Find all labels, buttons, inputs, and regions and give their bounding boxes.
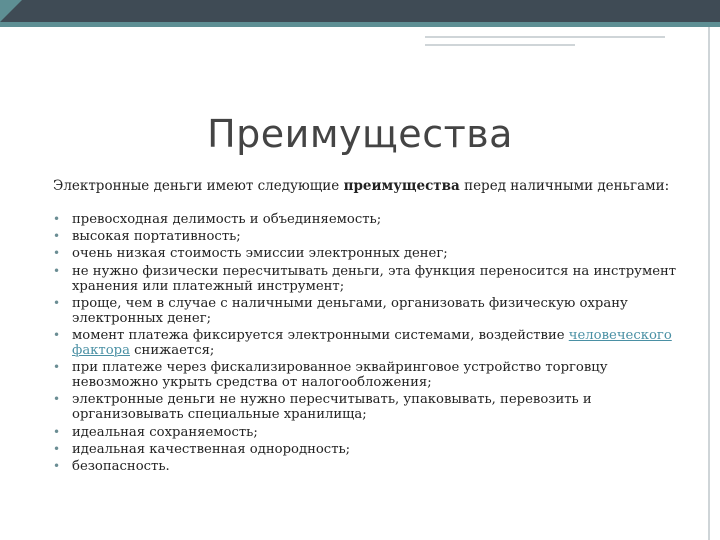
list-item bbox=[53, 425, 693, 440]
list-item bbox=[53, 246, 693, 261]
accent-strip bbox=[0, 22, 720, 27]
right-border-rule bbox=[708, 27, 710, 540]
intro-text bbox=[53, 178, 693, 194]
bullet-icon: • bbox=[53, 441, 61, 456]
bullet-icon: • bbox=[53, 295, 61, 310]
list-item-text: при платеже через фискализированное эквайринговое устройство торговцу невозможно укрыть средства от налогообложения; bbox=[72, 360, 608, 391]
list-item-text: момент платежа фиксируется электронными системами, воздействие bbox=[72, 327, 569, 343]
decorative-line-short bbox=[425, 44, 575, 46]
intro-text-start: Электронные деньги имеют следующие bbox=[53, 178, 344, 194]
list-item-text: превосходная делимость и объединяемость; bbox=[72, 212, 382, 227]
bullet-icon: • bbox=[53, 246, 61, 261]
list-item-text: идеальная сохраняемость; bbox=[72, 424, 258, 440]
bullet-icon: • bbox=[53, 392, 61, 407]
list-item-text: высокая портативность; bbox=[72, 229, 241, 245]
list-item bbox=[53, 459, 693, 474]
list-item-text: безопасность. bbox=[72, 458, 170, 474]
bullet-icon: • bbox=[53, 327, 61, 342]
list-item-with-link bbox=[53, 328, 693, 358]
bullet-icon: • bbox=[53, 212, 61, 226]
list-item-text-end: снижается; bbox=[129, 342, 215, 358]
list-item bbox=[53, 212, 693, 227]
bullet-icon: • bbox=[53, 424, 61, 439]
header-corner-decoration bbox=[0, 0, 22, 22]
list-item bbox=[53, 442, 693, 457]
header-band bbox=[0, 0, 720, 22]
list-item bbox=[53, 392, 693, 422]
list-item bbox=[53, 296, 693, 326]
list-item bbox=[53, 264, 693, 294]
list-item-text: не нужно физически пересчитывать деньги, эта функция переносится на инструмент хранения или платежный инструмент; bbox=[72, 263, 677, 294]
intro-text-end: перед наличными деньгами: bbox=[459, 178, 670, 194]
bullet-icon: • bbox=[53, 360, 61, 375]
list-item bbox=[53, 229, 693, 244]
slide-title: Преимущества bbox=[207, 112, 513, 156]
list-item-text: проще, чем в случае с наличными деньгами, организовать физическую охрану электронных денег; bbox=[72, 295, 628, 326]
list-item bbox=[53, 360, 693, 390]
decorative-line bbox=[425, 36, 665, 38]
list-item-text: очень низкая стоимость эмиссии электронных денег; bbox=[72, 246, 448, 262]
bullet-icon: • bbox=[53, 229, 61, 244]
bullet-icon: • bbox=[53, 263, 61, 278]
intro-text-bold: преимущества bbox=[343, 178, 460, 194]
bullet-icon: • bbox=[53, 458, 61, 473]
list-item-text: электронные деньги не нужно пересчитывать, упаковывать, перевозить и организовывать специальные хранилища; bbox=[72, 392, 592, 423]
advantages-list bbox=[53, 212, 693, 476]
human-factor-link[interactable]: человеческого фактора bbox=[72, 327, 672, 358]
list-item-text: идеальная качественная однородность; bbox=[72, 441, 351, 457]
